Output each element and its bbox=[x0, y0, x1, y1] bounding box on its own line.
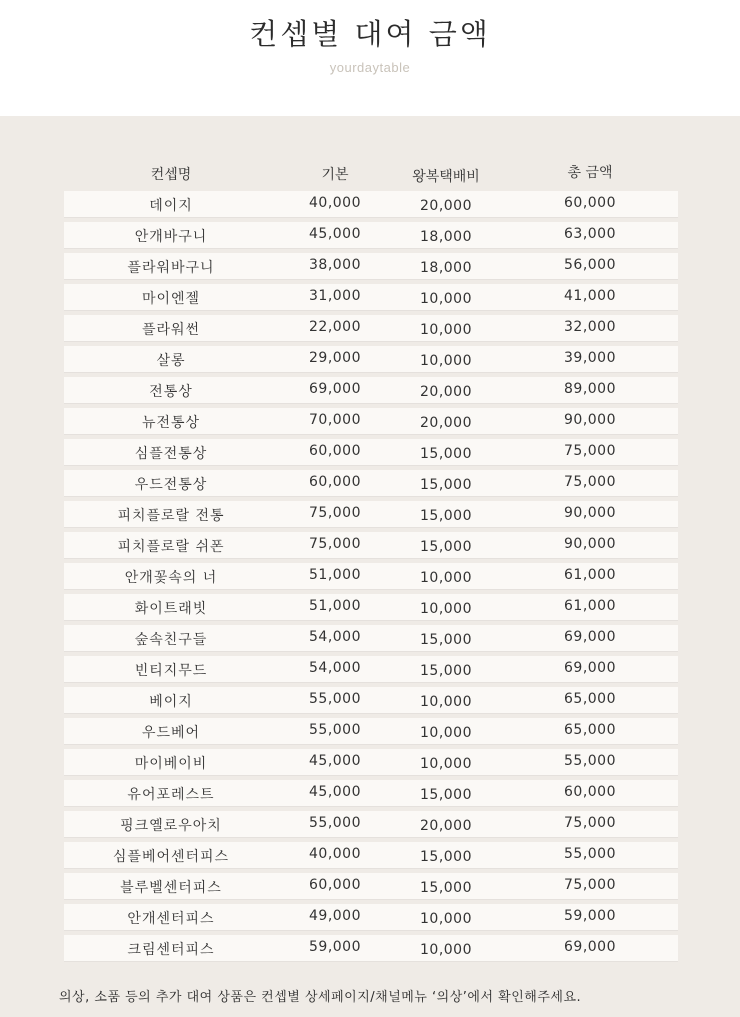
basic-price-cell: 38,000 bbox=[309, 257, 361, 273]
basic-price-cell: 45,000 bbox=[309, 784, 361, 800]
total-price-cell: 60,000 bbox=[564, 195, 616, 211]
shipping-fee-cell: 15,000 bbox=[420, 508, 472, 524]
table-row bbox=[64, 563, 678, 589]
basic-price-cell: 51,000 bbox=[309, 567, 361, 583]
concept-name-cell: 뉴전통상 bbox=[141, 415, 201, 431]
total-price-cell: 65,000 bbox=[564, 691, 616, 707]
shipping-fee-cell: 10,000 bbox=[420, 291, 472, 307]
total-price-cell: 39,000 bbox=[564, 350, 616, 366]
shipping-fee-cell: 10,000 bbox=[420, 601, 472, 617]
basic-price-cell: 75,000 bbox=[309, 536, 361, 552]
shipping-fee-cell: 10,000 bbox=[420, 353, 472, 369]
total-price-cell: 59,000 bbox=[564, 908, 616, 924]
concept-name-cell: 마이베이비 bbox=[134, 756, 208, 772]
total-price-cell: 32,000 bbox=[564, 319, 616, 335]
basic-price-cell: 70,000 bbox=[309, 412, 361, 428]
table-row bbox=[64, 501, 678, 527]
table-row bbox=[64, 873, 678, 899]
table-row bbox=[64, 284, 678, 310]
table-row bbox=[64, 191, 678, 217]
concept-name-cell: 베이지 bbox=[149, 694, 193, 710]
total-price-cell: 63,000 bbox=[564, 226, 616, 242]
column-header-shipping: 왕복택배비 bbox=[412, 169, 480, 185]
table-row bbox=[64, 749, 678, 775]
total-price-cell: 69,000 bbox=[564, 939, 616, 955]
total-price-cell: 90,000 bbox=[564, 536, 616, 552]
basic-price-cell: 69,000 bbox=[309, 381, 361, 397]
concept-name-cell: 우드전통상 bbox=[134, 477, 208, 493]
basic-price-cell: 55,000 bbox=[309, 722, 361, 738]
page-title: 컨셉별 대여 금액 bbox=[249, 17, 491, 51]
concept-name-cell: 심플전통상 bbox=[134, 446, 208, 462]
shipping-fee-cell: 15,000 bbox=[420, 446, 472, 462]
column-header-concept: 컨셉명 bbox=[150, 167, 192, 183]
table-row bbox=[64, 346, 678, 372]
total-price-cell: 55,000 bbox=[564, 753, 616, 769]
table-row bbox=[64, 315, 678, 341]
total-price-cell: 75,000 bbox=[564, 815, 616, 831]
total-price-cell: 75,000 bbox=[564, 877, 616, 893]
total-price-cell: 61,000 bbox=[564, 598, 616, 614]
table-row bbox=[64, 222, 678, 248]
shipping-fee-cell: 15,000 bbox=[420, 787, 472, 803]
basic-price-cell: 60,000 bbox=[309, 877, 361, 893]
basic-price-cell: 31,000 bbox=[309, 288, 361, 304]
basic-price-cell: 75,000 bbox=[309, 505, 361, 521]
table-row bbox=[64, 408, 678, 434]
basic-price-cell: 40,000 bbox=[309, 846, 361, 862]
concept-name-cell: 피치플로랄 전통 bbox=[117, 508, 225, 524]
table-row bbox=[64, 935, 678, 961]
basic-price-cell: 22,000 bbox=[309, 319, 361, 335]
column-header-total: 총 금액 bbox=[567, 165, 613, 181]
basic-price-cell: 55,000 bbox=[309, 815, 361, 831]
table-row bbox=[64, 377, 678, 403]
concept-name-cell: 우드베어 bbox=[141, 725, 201, 741]
concept-name-cell: 플라워썬 bbox=[141, 322, 201, 338]
concept-name-cell: 유어포레스트 bbox=[127, 787, 215, 803]
brand-subtitle: yourdaytable bbox=[329, 60, 411, 75]
shipping-fee-cell: 10,000 bbox=[420, 694, 472, 710]
total-price-cell: 56,000 bbox=[564, 257, 616, 273]
total-price-cell: 55,000 bbox=[564, 846, 616, 862]
table-row bbox=[64, 532, 678, 558]
total-price-cell: 90,000 bbox=[564, 412, 616, 428]
basic-price-cell: 54,000 bbox=[309, 660, 361, 676]
shipping-fee-cell: 20,000 bbox=[420, 415, 472, 431]
total-price-cell: 69,000 bbox=[564, 660, 616, 676]
price-table bbox=[64, 191, 678, 966]
total-price-cell: 75,000 bbox=[564, 443, 616, 459]
concept-name-cell: 안개바구니 bbox=[134, 229, 208, 245]
concept-name-cell: 크림센터피스 bbox=[127, 942, 215, 958]
concept-name-cell: 데이지 bbox=[149, 198, 193, 214]
shipping-fee-cell: 15,000 bbox=[420, 849, 472, 865]
shipping-fee-cell: 10,000 bbox=[420, 322, 472, 338]
shipping-fee-cell: 10,000 bbox=[420, 942, 472, 958]
total-price-cell: 90,000 bbox=[564, 505, 616, 521]
concept-name-cell: 피치플로랄 쉬폰 bbox=[117, 539, 225, 555]
concept-name-cell: 전통상 bbox=[149, 384, 193, 400]
table-row bbox=[64, 253, 678, 279]
basic-price-cell: 59,000 bbox=[309, 939, 361, 955]
shipping-fee-cell: 10,000 bbox=[420, 911, 472, 927]
shipping-fee-cell: 15,000 bbox=[420, 632, 472, 648]
basic-price-cell: 60,000 bbox=[309, 474, 361, 490]
concept-name-cell: 숲속친구들 bbox=[134, 632, 208, 648]
shipping-fee-cell: 10,000 bbox=[420, 756, 472, 772]
concept-name-cell: 심플베어센터피스 bbox=[112, 849, 230, 865]
shipping-fee-cell: 20,000 bbox=[420, 198, 472, 214]
table-row bbox=[64, 439, 678, 465]
basic-price-cell: 55,000 bbox=[309, 691, 361, 707]
shipping-fee-cell: 15,000 bbox=[420, 663, 472, 679]
column-header-basic: 기본 bbox=[321, 167, 349, 183]
total-price-cell: 75,000 bbox=[564, 474, 616, 490]
total-price-cell: 60,000 bbox=[564, 784, 616, 800]
concept-name-cell: 빈티지무드 bbox=[134, 663, 208, 679]
concept-name-cell: 화이트래빗 bbox=[134, 601, 208, 617]
basic-price-cell: 45,000 bbox=[309, 753, 361, 769]
total-price-cell: 65,000 bbox=[564, 722, 616, 738]
basic-price-cell: 54,000 bbox=[309, 629, 361, 645]
page-header bbox=[0, 0, 740, 116]
concept-name-cell: 마이엔젤 bbox=[141, 291, 201, 307]
shipping-fee-cell: 20,000 bbox=[420, 818, 472, 834]
shipping-fee-cell: 15,000 bbox=[420, 539, 472, 555]
concept-name-cell: 블루벨센터피스 bbox=[120, 880, 222, 896]
concept-name-cell: 핑크옐로우아치 bbox=[120, 818, 222, 834]
table-row bbox=[64, 594, 678, 620]
basic-price-cell: 45,000 bbox=[309, 226, 361, 242]
table-row bbox=[64, 470, 678, 496]
concept-name-cell: 안개센터피스 bbox=[127, 911, 215, 927]
shipping-fee-cell: 20,000 bbox=[420, 384, 472, 400]
shipping-fee-cell: 15,000 bbox=[420, 880, 472, 896]
table-row bbox=[64, 842, 678, 868]
table-row bbox=[64, 656, 678, 682]
table-row bbox=[64, 780, 678, 806]
basic-price-cell: 49,000 bbox=[309, 908, 361, 924]
total-price-cell: 89,000 bbox=[564, 381, 616, 397]
concept-name-cell: 살롱 bbox=[156, 353, 186, 369]
shipping-fee-cell: 18,000 bbox=[420, 260, 472, 276]
footnote: 의상, 소품 등의 추가 대여 상품은 컨셉별 상세페이지/채널메뉴 ‘의상’에서 확인해주세요. bbox=[59, 990, 582, 1005]
total-price-cell: 61,000 bbox=[564, 567, 616, 583]
table-row bbox=[64, 904, 678, 930]
basic-price-cell: 60,000 bbox=[309, 443, 361, 459]
total-price-cell: 41,000 bbox=[564, 288, 616, 304]
basic-price-cell: 40,000 bbox=[309, 195, 361, 211]
table-row bbox=[64, 625, 678, 651]
table-row bbox=[64, 811, 678, 837]
shipping-fee-cell: 18,000 bbox=[420, 229, 472, 245]
shipping-fee-cell: 10,000 bbox=[420, 570, 472, 586]
concept-name-cell: 플라워바구니 bbox=[127, 260, 215, 276]
table-row bbox=[64, 718, 678, 744]
basic-price-cell: 29,000 bbox=[309, 350, 361, 366]
shipping-fee-cell: 10,000 bbox=[420, 725, 472, 741]
concept-name-cell: 안개꽃속의 너 bbox=[124, 570, 218, 586]
shipping-fee-cell: 15,000 bbox=[420, 477, 472, 493]
total-price-cell: 69,000 bbox=[564, 629, 616, 645]
basic-price-cell: 51,000 bbox=[309, 598, 361, 614]
table-row bbox=[64, 687, 678, 713]
